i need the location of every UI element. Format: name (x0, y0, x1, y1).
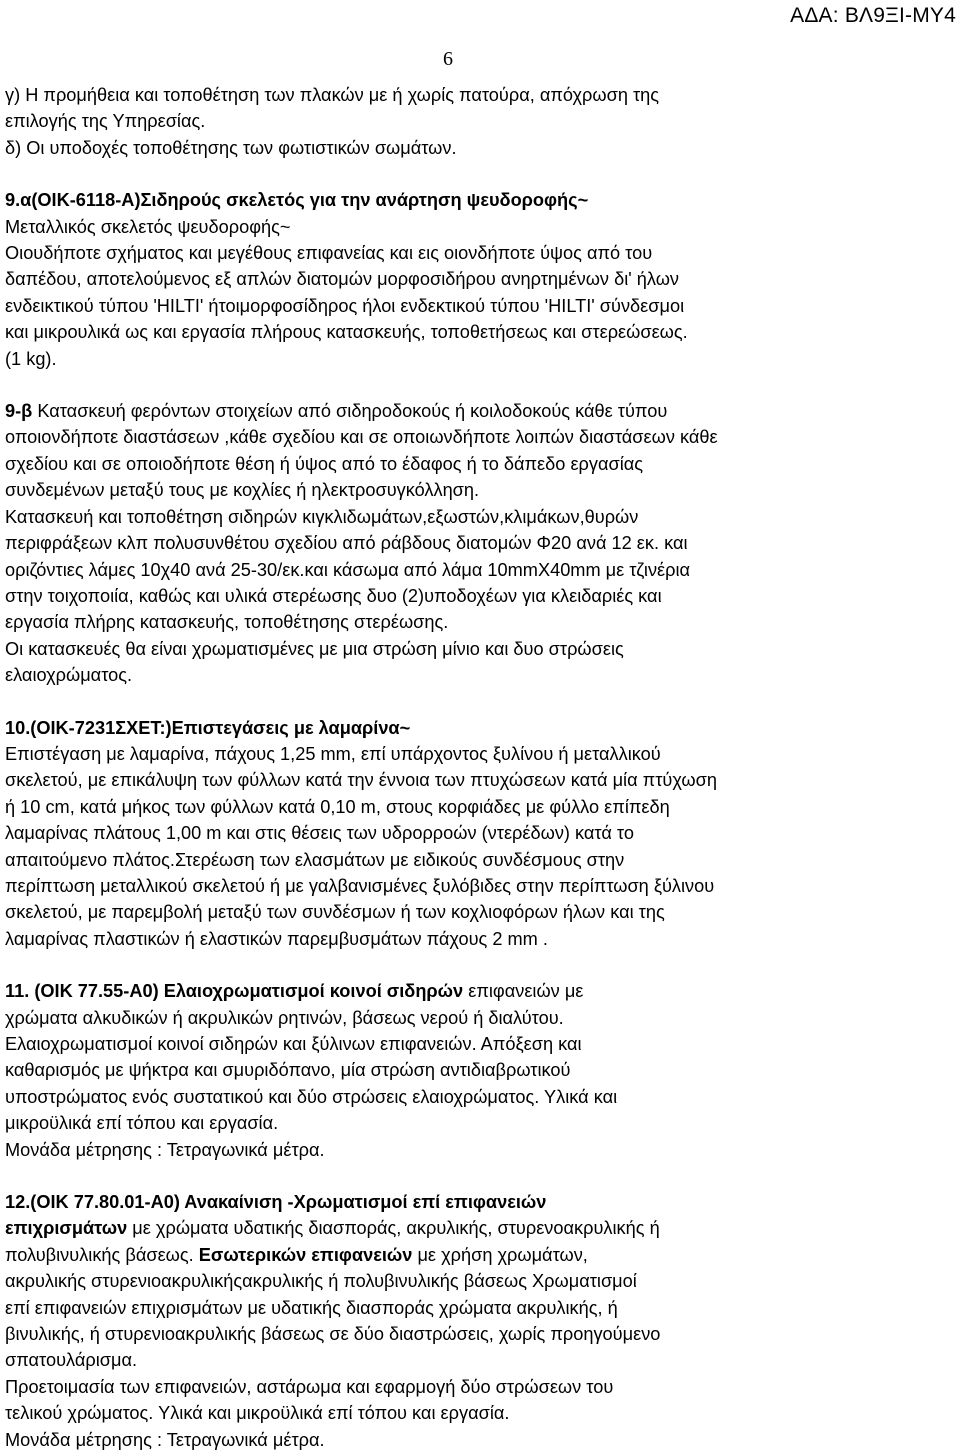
item-9b-line: Κατασκευή και τοποθέτηση σιδηρών κιγκλιδωμάτων,εξωστών,κλιμάκων,θυρών (5, 506, 639, 527)
item-12-line: επί επιφανειών επιχρισμάτων με υδατικής διασποράς χρώματα ακρυλικής, ή (5, 1297, 618, 1318)
item-9a-title (5, 187, 925, 213)
item-9b-first-text: Κατασκευή φερόντων στοιχείων από σιδηροδοκούς ή κοιλοδοκούς κάθε τύπου (32, 401, 668, 422)
item-12-line-2-bold: επιχρισμάτων (5, 1218, 128, 1239)
item-11-line: Μονάδα μέτρησης : Τετραγωνικά μέτρα. (5, 1139, 325, 1160)
item-12-line-3-start: πολυβινυλικής βάσεως. (5, 1244, 199, 1265)
item-9a-line: ενδεικτικού τύπου 'HILTI' ήτοιμορφοσίδηρος ήλοι ενδεκτικού τύπου 'HILTI' σύνδεσμοι (5, 295, 685, 316)
item-9a-line: (1 kg). (5, 348, 57, 369)
intro-line: γ) Η προμήθεια και τοποθέτηση των πλακών με ή χωρίς πατούρα, απόχρωση της (5, 85, 660, 105)
item-9b-line: σχεδίου και σε οποιοδήποτε θέση ή ύψος από το έδαφος ή το δάπεδο εργασίας (5, 453, 644, 474)
item-9b-line: περιφράξεων κλπ πολυσυνθέτου σχεδίου από ράβδους διατομών Φ20 ανά 12 εκ. και (5, 533, 688, 554)
item-10-line: λαμαρίνας πλάτους 1,00 m και στις θέσεις των υδρορροών (ντερέδων) κατά το (5, 823, 634, 844)
item-9b-line: συνδεμένων μεταξύ τους με κοχλίες ή ηλεκτροσυγκόλληση. (5, 480, 480, 501)
intro-line: επιλογής της Υπηρεσίας. (5, 111, 206, 132)
item-12-line (5, 1215, 925, 1241)
page-header (0, 0, 960, 70)
item-9b-line: Οι κατασκευές θα είναι χρωματισμένες με μια στρώση μίνιο και δυο στρώσεις (5, 638, 624, 659)
item-9a-title-text: 9.α(ΟΙΚ-6118-Α)Σιδηρούς σκελετός για την ανάρτηση ψευδοροφής~ (5, 190, 589, 211)
item-11-line: υποστρώματος ενός συστατικού και δύο στρώσεις ελαιοχρώματος. Υλικά και (5, 1086, 618, 1107)
item-9a-line: Οιουδήποτε σχήματος και μεγέθους επιφανείας και εις οιονδήποτε ύψος από του (5, 243, 653, 264)
page-number: 6 (443, 48, 453, 70)
item-12-line: ακρυλικής στυρενιοακρυλικήςακρυλικής ή πολυβινυλικής βάσεως Χρωματισμοί (5, 1271, 637, 1292)
item-11-line: χρώματα αλκυδικών ή ακρυλικών ρητινών, βάσεως νερού ή διαλύτου. (5, 1007, 564, 1028)
item-9b-line: εργασία πλήρης κατασκευής, τοποθέτησης στερέωσης. (5, 612, 449, 633)
intro-line: δ) Οι υποδοχές τοποθέτησης των φωτιστικών σωμάτων. (5, 137, 457, 158)
item-12-title-text: 12.(ΟΙΚ 77.80.01-Α0) Ανακαίνιση -Χρωματισμοί επί επιφανειών (5, 1192, 547, 1213)
item-12-line: βινυλικής, ή στυρενιοακρυλικής βάσεως σε δύο διαστρώσεις, χωρίς προηγούμενο (5, 1324, 661, 1345)
item-11-title (5, 978, 925, 1004)
item-11-title-rest: επιφανειών με (463, 981, 584, 1002)
item-12-line: Προετοιμασία των επιφανειών, αστάρωμα και εφαρμογή δύο στρώσεων του (5, 1376, 614, 1397)
item-10-line: απαιτούμενο πλάτος.Στερέωση των ελασμάτων με ειδικούς συνδέσμους στην (5, 849, 625, 870)
item-11-line: Ελαιοχρωματισμοί κοινοί σιδηρών και ξύλινων επιφανειών. Απόξεση και (5, 1034, 582, 1054)
item-12-line: τελικού χρώματος. Υλικά και μικροϋλικά επί τόπου και εργασία. (5, 1403, 510, 1424)
item-11-line: καθαρισμός με ψήκτρα και σμυριδόπανο, μία στρώση αντιδιαβρωτικού (5, 1060, 571, 1081)
item-12-line (5, 1242, 925, 1268)
item-9a-line: δαπέδου, αποτελούμενος εξ απλών διατομών μορφοσιδήρου ανηρτημένων δι' ήλων (5, 269, 679, 290)
item-12-line: σπατουλάρισμα. (5, 1350, 138, 1371)
document-body (5, 82, 925, 1453)
item-9b-line: οριζόντιες λάμες 10χ40 ανά 25-30/εκ.και κάσωμα από λάμα 10mmX40mm με τζινέρια (5, 559, 691, 580)
item-12-line-2-rest: με χρώματα υδατικής διασποράς, ακρυλικής, στυρενοακρυλικής ή (127, 1218, 660, 1239)
item-11-title-bold: 11. (ΟΙΚ 77.55-Α0) Ελαιοχρωματισμοί κοινοί σιδηρών (5, 981, 464, 1002)
item-12-line-3-rest: με χρήση χρωμάτων, (412, 1244, 588, 1265)
item-9b-label: 9-β (5, 401, 33, 422)
item-10-title-text: 10.(ΟΙΚ-7231ΣΧΕΤ:)Επιστεγάσεις με λαμαρίνα~ (5, 717, 411, 738)
item-10-title (5, 715, 925, 741)
item-12-title (5, 1189, 925, 1215)
item-12-line-3-bold: Εσωτερικών επιφανειών (198, 1244, 413, 1265)
item-10-line: Επιστέγαση με λαμαρίνα, πάχους 1,25 mm, επί υπάρχοντος ξυλίνου ή μεταλλικού (5, 743, 661, 764)
ada-code: ΑΔΑ: ΒΛ9ΞΙ-ΜΥ4 (790, 4, 956, 27)
item-10-line: ή 10 cm, κατά μήκος των φύλλων κατά 0,10 m, στους κορφιάδες με φύλλο επίπεδη (5, 796, 670, 817)
item-9a-line: και μικρουλικά ως και εργασία πλήρους κατασκευής, τοποθετήσεως και στερεώσεως. (5, 322, 688, 343)
item-10-line: σκελετού, με επικάλυψη των φύλλων κατά την έννοια των πτυχώσεων κατά μία πτύχωση (5, 770, 717, 791)
item-9b-line: οποιονδήποτε διαστάσεων ,κάθε σχεδίου και σε οποιωνδήποτε λοιπών διαστάσεων κάθε (5, 427, 718, 448)
item-10-line: σκελετού, με παρεμβολή μεταξύ των συνδέσμων ή των κοχλιοφόρων ήλων και της (5, 902, 665, 923)
item-9b-first-line (5, 398, 925, 424)
item-10-line: λαμαρίνας πλαστικών ή ελαστικών παρεμβυσμάτων πάχους 2 mm . (5, 928, 548, 949)
item-11-line: μικροϋλικά επί τόπου και εργασία. (5, 1113, 279, 1134)
item-9a-line: Μεταλλικός σκελετός ψευδοροφής~ (5, 216, 291, 237)
item-12-line: Μονάδα μέτρησης : Τετραγωνικά μέτρα. (5, 1429, 325, 1450)
item-9b-line: στην τοιχοποιία, καθώς και υλικά στερέωσης δυο (2)υποδοχέων για κλειδαριές και (5, 585, 662, 606)
item-9b-line: ελαιοχρώματος. (5, 665, 133, 686)
item-10-line: περίπτωση μεταλλικού σκελετού ή με γαλβανισμένες ξυλόβιδες στην περίπτωση ξύλινου (5, 875, 715, 896)
